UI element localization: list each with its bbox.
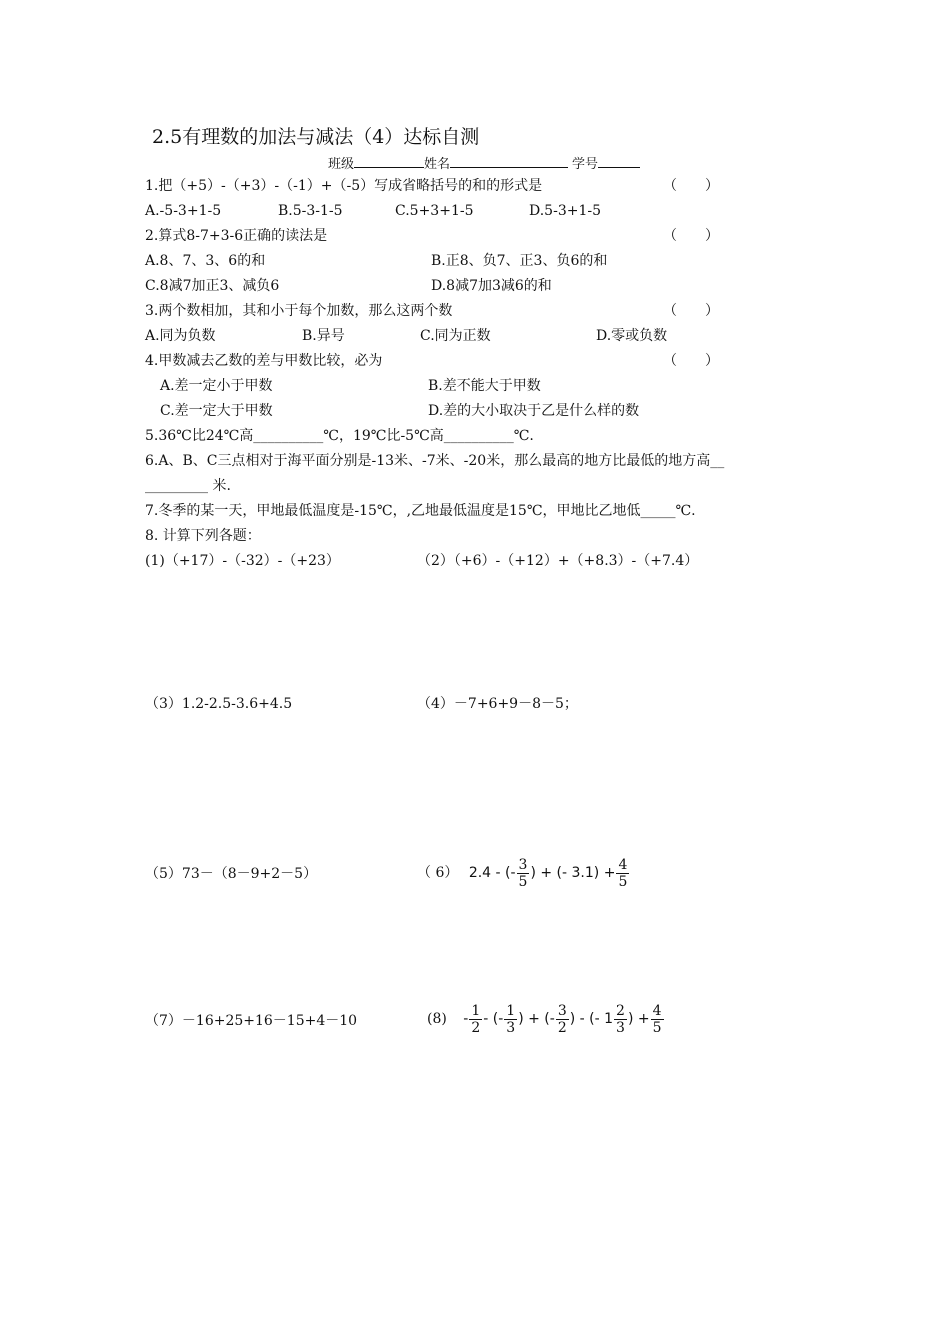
q4-stem: 4.甲数减去乙数的差与甲数比较，必为	[145, 353, 383, 369]
q8-part-8-expr-b: - (-	[483, 1011, 504, 1027]
q4-answer-paren[interactable]: （ ）	[663, 353, 719, 369]
q3-option-a: A.同为负数	[145, 328, 216, 344]
class-blank[interactable]	[354, 155, 424, 168]
q4-option-c: C.差一定大于甲数	[160, 403, 273, 419]
q8-part-6	[417, 855, 630, 895]
q7-stem: 7.冬季的某一天，甲地最低温度是-15℃，,乙地最低温度是15℃，甲地比乙地低_____℃.	[145, 503, 696, 519]
q8-part-6-label: （ 6）	[417, 865, 459, 881]
q8-part-8-fraction-5: $\frac{4}{5}$	[652, 1002, 662, 1036]
id-label: 学号	[572, 157, 599, 172]
q1-stem: 1.把（+5）-（+3）-（-1）+（-5）写成省略括号的和的形式是	[145, 178, 543, 194]
q8-part-5: （5）73－（8－9+2－5）	[145, 866, 318, 882]
q8-part-4: （4）－7+6+9－8－5；	[417, 696, 578, 712]
q2-option-c: C.8减7加正3、减负6	[145, 278, 280, 294]
q4-option-a: A.差一定小于甲数	[160, 378, 273, 394]
q6-stem-line1: 6.A、B、C三点相对于海平面分别是-13米、-7米、-20米，那么最高的地方比最低的地方高__	[145, 453, 725, 469]
q3-answer-paren[interactable]: （ ）	[663, 303, 719, 319]
q8-part-1: (1)（+17）-（-32）-（+23）	[145, 553, 340, 569]
id-blank[interactable]	[598, 155, 640, 168]
q8-part-6-fraction-1: $\frac{3}{5}$	[518, 856, 528, 890]
q8-part-8-fraction-1: $\frac{1}{2}$	[471, 1002, 481, 1036]
q5-stem: 5.36℃比24℃高__________℃，19℃比-5℃高__________℃.	[145, 428, 534, 444]
q2-option-b: B.正8、负7、正3、负6的和	[431, 253, 608, 269]
q4-option-b: B.差不能大于甲数	[428, 378, 541, 394]
q8-part-2: （2）（+6）-（+12）+（+8.3）-（+7.4）	[417, 553, 699, 569]
q3-option-c: C.同为正数	[420, 328, 491, 344]
q8-part-8	[427, 1001, 665, 1041]
q1-option-a: A.-5-3+1-5	[145, 203, 222, 219]
q8-part-8-expr-c: ) + (-	[518, 1011, 555, 1027]
q8-part-3: （3）1.2-2.5-3.6+4.5	[145, 696, 293, 712]
q1-option-b: B.5-3-1-5	[278, 203, 343, 219]
q6-stem-line2: _________ 米.	[145, 478, 231, 494]
q8-part-8-fraction-3: $\frac{3}{2}$	[557, 1002, 567, 1036]
q1-option-c: C.5+3+1-5	[395, 203, 474, 219]
q3-stem: 3.两个数相加，其和小于每个加数，那么这两个数	[145, 303, 453, 319]
q8-part-8-expr-a: -	[463, 1011, 469, 1027]
name-label: 姓名	[424, 157, 451, 172]
q8-part-8-expr-e: ) +	[627, 1011, 650, 1027]
q8-part-6-expr-b: ) + (- 3.1) +	[530, 865, 616, 881]
q2-answer-paren[interactable]: （ ）	[663, 228, 719, 244]
q8-part-8-fraction-4: $\frac{2}{3}$	[616, 1002, 625, 1036]
q8-part-6-fraction-2: $\frac{4}{5}$	[618, 856, 628, 890]
q2-option-a: A.8、7、3、6的和	[145, 253, 266, 269]
q8-part-8-fraction-2: $\frac{1}{3}$	[506, 1002, 516, 1036]
page-title: 2.5有理数的加法与减法（4）达标自测	[152, 126, 480, 148]
q2-option-d: D.8减7加3减6的和	[431, 278, 552, 294]
q2-stem: 2.算式8-7+3-6正确的读法是	[145, 228, 328, 244]
q8-stem: 8. 计算下列各题：	[145, 528, 261, 544]
q3-option-b: B.异号	[302, 328, 345, 344]
student-info-line	[328, 155, 640, 173]
q8-part-7: （7）－16+25+16－15+4－10	[145, 1013, 358, 1029]
q8-part-8-label: (8)	[427, 1011, 447, 1027]
q8-part-8-expr-d: ) - (- 1	[569, 1011, 614, 1027]
q3-option-d: D.零或负数	[596, 328, 668, 344]
q8-part-6-expr-a: 2.4 - (-	[468, 865, 516, 881]
class-label: 班级	[328, 157, 355, 172]
name-blank[interactable]	[450, 155, 568, 168]
q1-option-d: D.5-3+1-5	[529, 203, 601, 219]
q4-option-d: D.差的大小取决于乙是什么样的数	[428, 403, 640, 419]
q1-answer-paren[interactable]: （ ）	[663, 178, 719, 194]
